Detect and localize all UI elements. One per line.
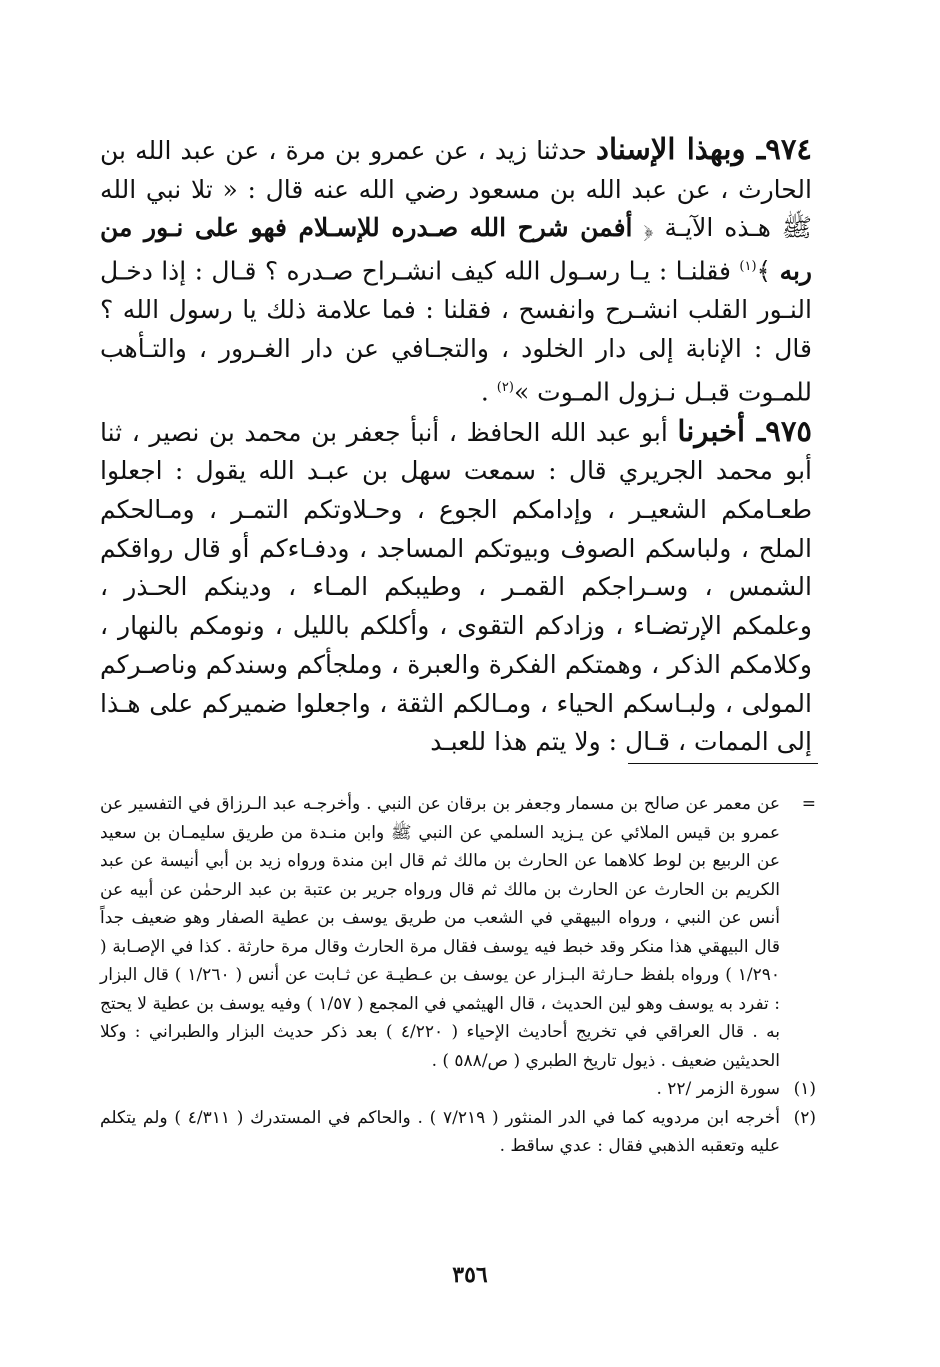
quran-verse: أفمن شرح الله صـدره للإسـلام فهو على نـور من ربه [100, 213, 812, 286]
hadith-text: فقلنـا : يـا رسـول الله كيف انشـراح صـدره ؟ قـال : إذا دخـل النـور القلب انشـرح وانفسح ، فقلنا : فما علامة ذلك يا رسول الله ؟ قال : الإنابة إلى دار الخلود ، والتجـافي عن دار الغـرور ، والتـأهب للمـوت قبـل نـزول المـوت » [100, 256, 812, 406]
main-text [100, 130, 812, 762]
hadith-lead: ـ وبهذا الإسناد [596, 132, 766, 166]
footnote-2 [100, 1104, 816, 1161]
hadith-975 [100, 412, 812, 762]
footnote-text: أخرجه ابن مردويه كما في الدر المنثور ( ٧/٢١٩ ) . والحاكم في المستدرك ( ٤/٣١١ ) ولم يتكلم عليه وتعقبه الذهبي فقال : عدي ساقط . [100, 1107, 780, 1156]
hadith-lead: ـ أخبرنا [677, 413, 766, 448]
footnote-marker: = [801, 794, 816, 814]
footnote-marker: (١) [793, 1079, 816, 1099]
hadith-text: أبو عبد الله الحافظ ، أنبأ جعفر بن محمد بن نصير ، ثنا أبو محمد الجريري قال : سمعت سهل بن عبـد الله يقول : اجعلوا طعـامكم الشعيـر ، وإدامكم الجوع ، وحـلاوتكم التمـر ، ومـالحكم الملح ، ولباسكم الصوف وبيوتكم المساجد ، ودفـاءكم أو قال رواقكم الشمس ، وسـراجكم القمـر ، وطيبكم المـاء ، ودينكم الحـذر ، وعلمكم الإرتضـاء ، وزادكم التقوى ، وأكلكم بالليل ، ونومكم بالنهار ، وكلامكم الذكر ، وهمتكم الفكرة والعبرة ، وملجأكم وسندكم وناصـركم المولى ، ولبـاسكم الحياء ، ومـالكم الثقة ، واجعلوا ضميركم على هـذا إلى الممات ، قـال : ولا يتم هذا للعبـد [100, 417, 812, 757]
footnotes [100, 790, 816, 1161]
hadith-text: حدثنا زيد ، عن عمرو بن مرة ، عن عبد الله بن الحارث ، عن عبد الله بن مسعود رضي الله عنه قال : « تلا نبي الله ﷺ هـذه الآيـة ﴿ [100, 136, 812, 243]
page-number: ٣٥٦ [452, 1262, 488, 1288]
footnote-ref: (١) [739, 259, 757, 275]
end-punctuation: . [480, 376, 489, 406]
verse-close-bracket: ﴾ [756, 256, 772, 286]
footnote-ref: (٢) [496, 379, 514, 395]
hadith-974 [100, 130, 812, 412]
footnote-divider [628, 763, 818, 764]
footnote-marker: (٢) [793, 1107, 816, 1128]
footnote-text: عن معمر عن صالح بن مسمار وجعفر بن برقان عن النبي . وأخرجـه عبد الـرزاق في التفسير عن عمرو بن قيس الملائي عن يـزيد السلمي عن النبي ﷺ وابن منـدة من طريق سليمـان بن سعيد عن الربيع بن لوط كلاهما عن الحارث بن مالك ثم قال ابن مندة ورواه زيد بن أبي أنيسة عن عبد الكريم بن الحارث عن الحارث بن مالك ثم قال ورواه جرير بن عتبة بن عبد الرحمٰن عن أبيه عن أنس عن النبي ، ورواه البيهقي في الشعب من طريق يوسف بن عطية الصفار وهو ضعيف جداً قال البيهقي هذا منكر وقد خبط فيه يوسف فقال مرة الحارث وقال مرة حارثة . كذا في الإصـابة ( ١/٢٩٠ ) ورواه بلفظ حـارثة البـزار عن يوسف بن عـطيـة عن ثـابت عن أنس ( ١/٢٦٠ ) قال البزار : تفرد به يوسف وهو لين الحديث ، قال الهيثمي في المجمع ( ١/٥٧ ) وفيه يوسف بن عطية لا يحتج به . قال العراقي في تخريج أحاديث الإحياء ( ٤/٢٢٠ ) بعد ذكر حديث البزار والطبراني : وكلا الحديثين ضعيف . ذيول تاريخ الطبري ( ص/٥٨٨ ) . [100, 794, 780, 1071]
footnote-text: سورة الزمر /٢٢ . [656, 1079, 780, 1099]
hadith-number: ٩٧٤ [765, 132, 812, 166]
footnote-continuation [100, 790, 816, 1075]
hadith-number: ٩٧٥ [765, 413, 812, 448]
footnote-1 [100, 1075, 816, 1104]
